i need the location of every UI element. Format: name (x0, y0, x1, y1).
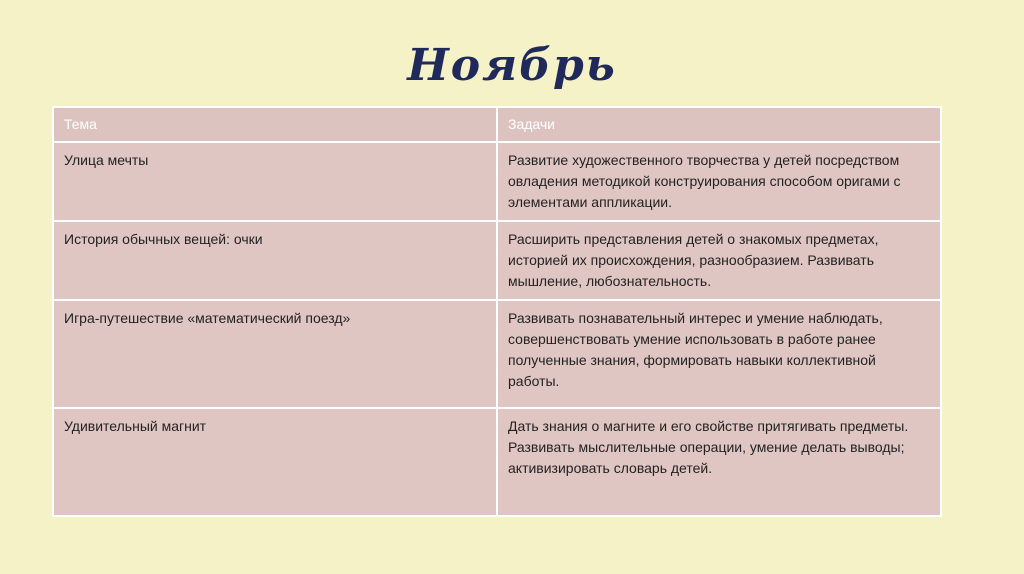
table-header-row (53, 107, 941, 142)
header-topic: Тема (53, 107, 497, 142)
topic-cell: Игра-путешествие «математический поезд» (53, 300, 497, 408)
topic-cell: Удивительный магнит (53, 408, 497, 516)
table-row (53, 142, 941, 221)
table-row (53, 408, 941, 516)
tasks-cell: Расширить представления детей о знакомых предметах, историей их происхождения, разнообразием. Развивать мышление, любознательность. (497, 221, 941, 300)
topic-cell: История обычных вещей: очки (53, 221, 497, 300)
topics-table (52, 106, 942, 517)
table-row (53, 300, 941, 408)
slide-title: Ноябрь (407, 40, 617, 91)
tasks-cell: Развивать познавательный интерес и умение наблюдать, совершенствовать умение использовать в работе ранее полученные знания, формировать навыки коллективной работы. (497, 300, 941, 408)
topic-cell: Улица мечты (53, 142, 497, 221)
tasks-cell: Дать знания о магните и его свойстве притягивать предметы. Развивать мыслительные операции, умение делать выводы; активизировать словарь детей. (497, 408, 941, 516)
header-tasks: Задачи (497, 107, 941, 142)
table-row (53, 221, 941, 300)
tasks-cell: Развитие художественного творчества у детей посредством овладения методикой конструирования способом оригами с элементами аппликации. (497, 142, 941, 221)
